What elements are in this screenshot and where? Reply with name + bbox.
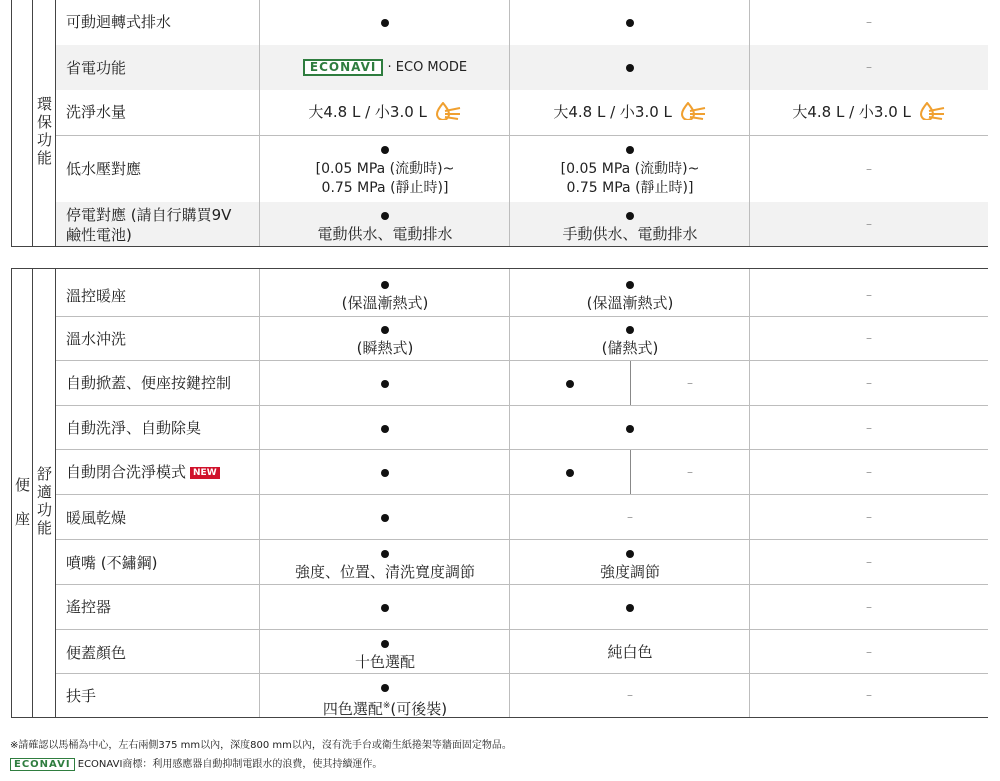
cell-value: 手動供水、電動排水 xyxy=(510,206,750,244)
table-row xyxy=(56,540,988,585)
row-label: 洗淨水量 xyxy=(66,103,127,121)
cell-value: – xyxy=(866,331,872,345)
new-badge: NEW xyxy=(190,467,220,479)
column-divider xyxy=(749,269,750,717)
row-label: 扶手 xyxy=(66,687,97,705)
comfort-category-cell xyxy=(32,268,56,718)
econavi-logo: ECONAVI xyxy=(303,59,383,76)
dot-icon xyxy=(381,212,389,220)
dot-icon xyxy=(381,146,389,154)
environment-category-cell xyxy=(32,0,56,247)
cell-value: – xyxy=(866,600,872,614)
dot-icon xyxy=(626,281,634,289)
table-row xyxy=(56,406,988,450)
row-label: 低水壓對應 xyxy=(66,160,142,178)
dot-icon xyxy=(626,64,634,72)
row-label: 省電功能 xyxy=(66,59,127,77)
cell-value: – xyxy=(866,510,872,524)
dot-icon xyxy=(381,514,389,522)
cell-value xyxy=(510,419,750,438)
row-label: 遙控器 xyxy=(66,598,112,616)
table-row xyxy=(56,0,988,45)
environment-category-label: 環保功能 xyxy=(37,95,53,167)
table1-bottom-border xyxy=(11,246,988,247)
column-divider xyxy=(749,0,750,246)
cell-value xyxy=(260,508,510,527)
dot-icon xyxy=(566,469,574,477)
dot-icon xyxy=(381,281,389,289)
table-row xyxy=(56,585,988,630)
note-mark: ※ xyxy=(382,701,391,711)
table-row xyxy=(56,630,988,674)
water-drop-icon xyxy=(436,102,462,120)
cell-value: 大4.8 L / 小3.0 L xyxy=(510,102,750,122)
table-row xyxy=(56,317,988,361)
water-drop-icon xyxy=(920,102,946,120)
comfort-category-label: 舒適功能 xyxy=(37,465,53,537)
cell-value: – xyxy=(866,288,872,302)
column-divider xyxy=(259,269,260,717)
dot-icon xyxy=(381,326,389,334)
cell-value: – xyxy=(866,645,872,659)
cell-value: 強度、位置、清洗寬度調節 xyxy=(260,544,510,582)
cell-value: – xyxy=(866,60,872,74)
cell-value: – xyxy=(687,465,693,479)
column-divider xyxy=(509,269,510,717)
cell-value: – xyxy=(866,162,872,176)
cell-value: (瞬熱式) xyxy=(260,320,510,358)
table-row xyxy=(56,495,988,540)
seat-category-cell xyxy=(11,268,32,718)
econavi-cell xyxy=(260,58,510,77)
cell-value: – xyxy=(866,376,872,390)
cell-value: – xyxy=(866,465,872,479)
row-label: 溫水沖洗 xyxy=(66,330,127,348)
table-row xyxy=(56,450,988,495)
environment-category-column xyxy=(11,0,32,247)
table-row xyxy=(56,361,988,406)
dot-icon xyxy=(381,550,389,558)
cell-value: 大4.8 L / 小3.0 L xyxy=(260,102,510,122)
cell-value xyxy=(510,598,750,617)
dot-icon xyxy=(626,550,634,558)
cell-value: – xyxy=(866,421,872,435)
cell-value xyxy=(260,374,510,393)
cell-value xyxy=(260,13,510,32)
row-label: 自動掀蓋、便座按鍵控制 xyxy=(66,374,232,392)
cell-value: – xyxy=(866,555,872,569)
dot-icon xyxy=(626,425,634,433)
dot-icon xyxy=(626,604,634,612)
row-label: 停電對應 (請自行購買9V鹼性電池) xyxy=(66,206,232,244)
row-label: 噴嘴 (不鏽鋼) xyxy=(66,554,158,572)
dot-icon xyxy=(381,469,389,477)
column-divider xyxy=(630,450,631,494)
dot-icon xyxy=(626,212,634,220)
cell-value: (儲熱式) xyxy=(510,320,750,358)
cell-value: 純白色 xyxy=(607,643,653,661)
row-label: 暖風乾燥 xyxy=(66,509,127,527)
cell-value: [0.05 MPa (流動時)~ 0.75 MPa (靜止時)] xyxy=(510,141,750,198)
seat-category-label: 便座 xyxy=(15,476,31,528)
dot-icon xyxy=(566,380,574,388)
cell-value xyxy=(510,374,630,393)
dot-icon xyxy=(381,604,389,612)
table-row xyxy=(56,45,988,90)
column-divider xyxy=(509,0,510,246)
cell-value: – xyxy=(627,688,633,702)
econavi-logo: ECONAVI xyxy=(10,758,75,771)
row-label: 便蓋顏色 xyxy=(66,644,127,662)
cell-value xyxy=(510,463,630,482)
dot-icon xyxy=(626,146,634,154)
dot-icon xyxy=(381,19,389,27)
column-divider xyxy=(259,0,260,246)
cell-value xyxy=(260,419,510,438)
row-label: 可動迴轉式排水 xyxy=(66,13,172,31)
row-label: 自動閉合洗淨模式 NEW xyxy=(66,462,220,482)
eco-mode-label: · ECO MODE xyxy=(387,60,468,75)
water-drop-icon xyxy=(681,102,707,120)
cell-value: – xyxy=(627,510,633,524)
cell-value: 電動供水、電動排水 xyxy=(260,206,510,244)
dot-icon xyxy=(381,380,389,388)
cell-value: (保溫漸熱式) xyxy=(510,275,750,313)
table-row xyxy=(56,136,988,202)
dot-icon xyxy=(381,640,389,648)
cell-value: 十色選配 xyxy=(260,634,510,672)
row-label: 自動洗淨、自動除臭 xyxy=(66,419,202,437)
cell-value xyxy=(510,58,750,77)
cell-value: (保溫漸熱式) xyxy=(260,275,510,313)
cell-value: – xyxy=(866,15,872,29)
dot-icon xyxy=(626,19,634,27)
cell-value: [0.05 MPa (流動時)~ 0.75 MPa (靜止時)] xyxy=(260,141,510,198)
table-row xyxy=(56,90,988,136)
row-label: 溫控暖座 xyxy=(66,287,127,305)
cell-value: 強度調節 xyxy=(510,544,750,582)
cell-value: – xyxy=(866,688,872,702)
table-row xyxy=(56,202,988,246)
dot-icon xyxy=(381,684,389,692)
cell-value: – xyxy=(687,376,693,390)
retrofit-label: (可後裝) xyxy=(390,700,448,718)
cell-value xyxy=(260,598,510,617)
footnote-clearance: ※請確認以馬桶為中心，左右兩側375 mm以內，深度800 mm以內，沒有洗手台或衛生紙捲架等牆面固定物品。 xyxy=(10,740,512,751)
cell-value xyxy=(260,463,510,482)
dot-icon xyxy=(381,425,389,433)
cell-value: 大4.8 L / 小3.0 L xyxy=(750,102,988,122)
cell-value xyxy=(510,13,750,32)
table-row xyxy=(56,674,988,717)
column-divider xyxy=(630,361,631,405)
table-row xyxy=(56,269,988,317)
cell-value: 四色選配※(可後裝) xyxy=(260,678,510,719)
cell-value: – xyxy=(866,217,872,231)
dot-icon xyxy=(626,326,634,334)
footnote-econavi: ECONAVI ECONAVI商標：利用感應器自動抑制電跟水的浪費，使其持續運作。 xyxy=(10,758,382,772)
